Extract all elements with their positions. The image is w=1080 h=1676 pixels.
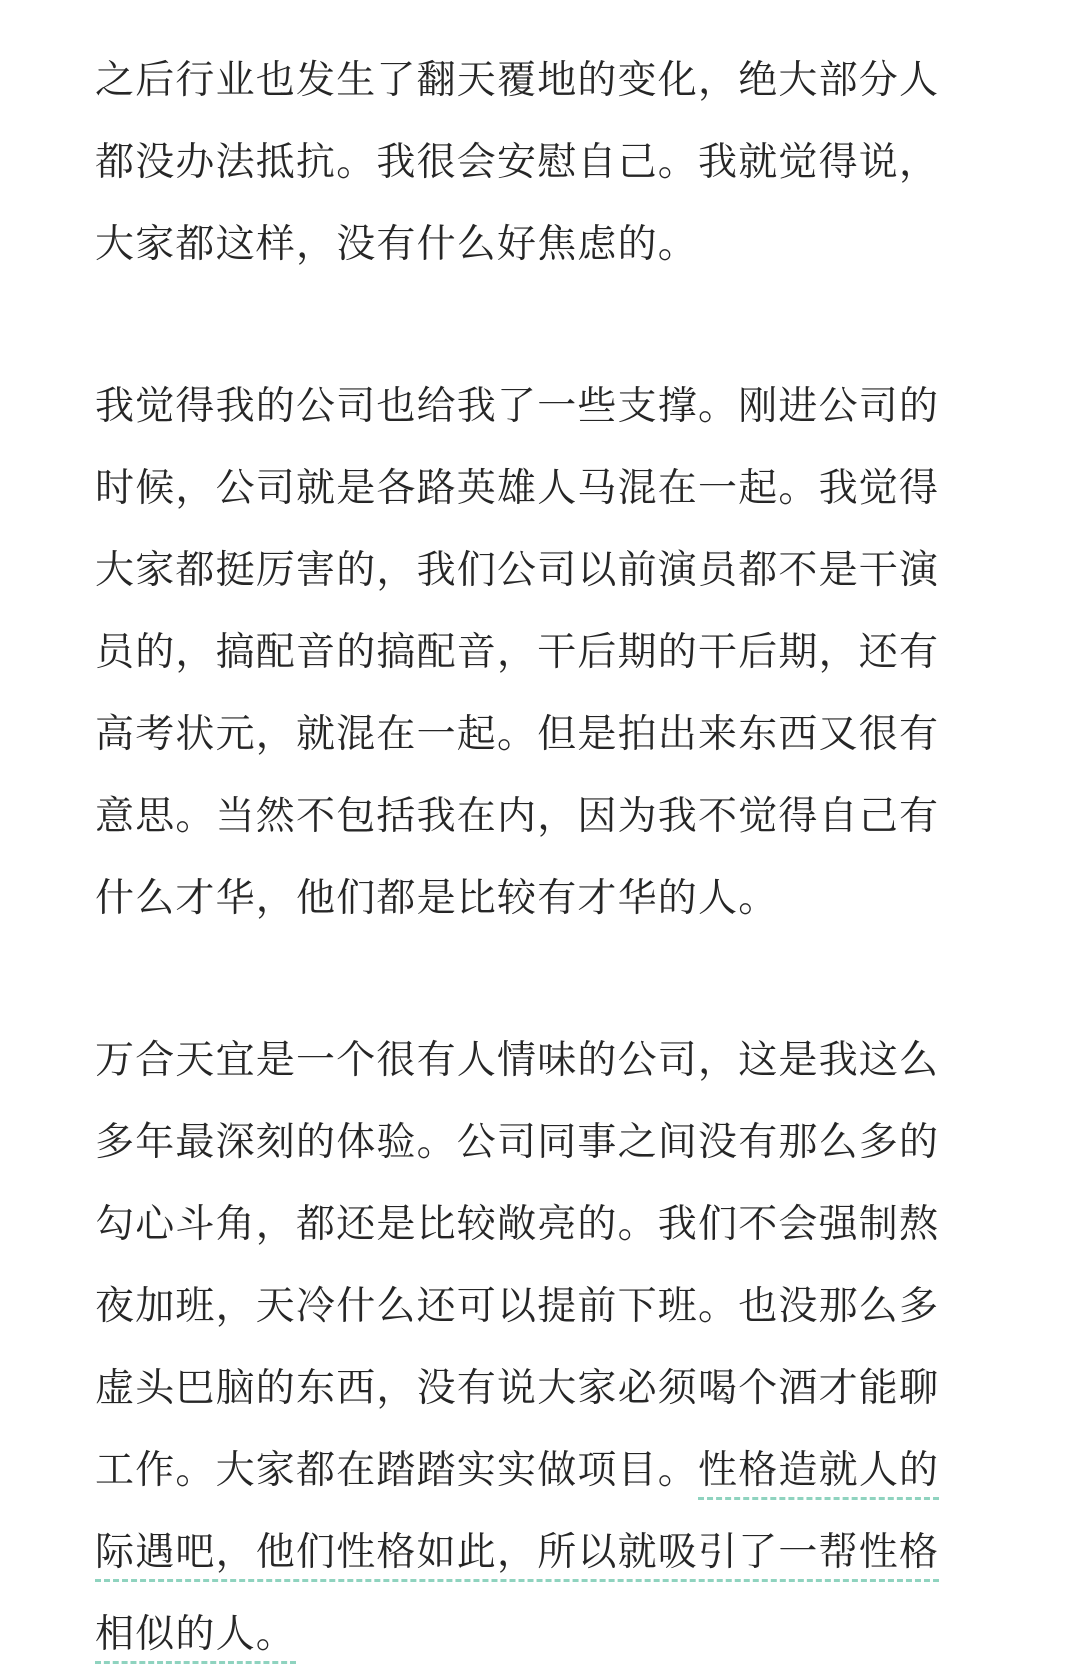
text-line-highlighted [95,1594,995,1676]
text-line: 时候，公司就是各路英雄人马混在一起。我觉得 [95,466,940,511]
text-line: 员的，搞配音的搞配音，干后期的干后期，还有 [95,630,940,675]
paragraph-2 [95,366,995,940]
text-line: 多年最深刻的体验。公司同事之间没有那么多的 [95,1120,940,1165]
paragraph-gap [95,286,995,366]
text-line: 都没办法抵抗。我很会安慰自己。我就觉得说， [95,140,940,185]
text-line-mixed [95,1430,995,1512]
highlighted-text[interactable]: 性格造就人的 [698,1448,939,1500]
plain-text: 工作。大家都在踏踏实实做项目。 [95,1448,699,1493]
text-line: 高考状元，就混在一起。但是拍出来东西又很有 [95,712,940,757]
paragraph-3 [95,1020,995,1676]
text-line: 夜加班，天冷什么还可以提前下班。也没那么多 [95,1284,940,1329]
highlighted-text[interactable]: 相似的人。 [95,1612,296,1664]
article-body [95,40,995,1676]
paragraph-1 [95,40,995,286]
text-line: 之后行业也发生了翻天覆地的变化，绝大部分人 [95,58,940,103]
text-line: 万合天宜是一个很有人情味的公司，这是我这么 [95,1038,940,1083]
text-line: 我觉得我的公司也给我了一些支撑。刚进公司的 [95,384,940,429]
text-line: 勾心斗角，都还是比较敞亮的。我们不会强制熬 [95,1202,940,1247]
text-line: 大家都挺厉害的，我们公司以前演员都不是干演 [95,548,940,593]
text-line: 虚头巴脑的东西，没有说大家必须喝个酒才能聊 [95,1366,940,1411]
text-line: 意思。当然不包括我在内，因为我不觉得自己有 [95,794,940,839]
highlighted-text[interactable]: 际遇吧，他们性格如此，所以就吸引了一帮性格 [95,1530,939,1582]
text-line: 大家都这样，没有什么好焦虑的。 [95,222,699,267]
text-line-highlighted [95,1512,995,1594]
text-line: 什么才华，他们都是比较有才华的人。 [95,876,779,921]
paragraph-gap [95,940,995,1020]
